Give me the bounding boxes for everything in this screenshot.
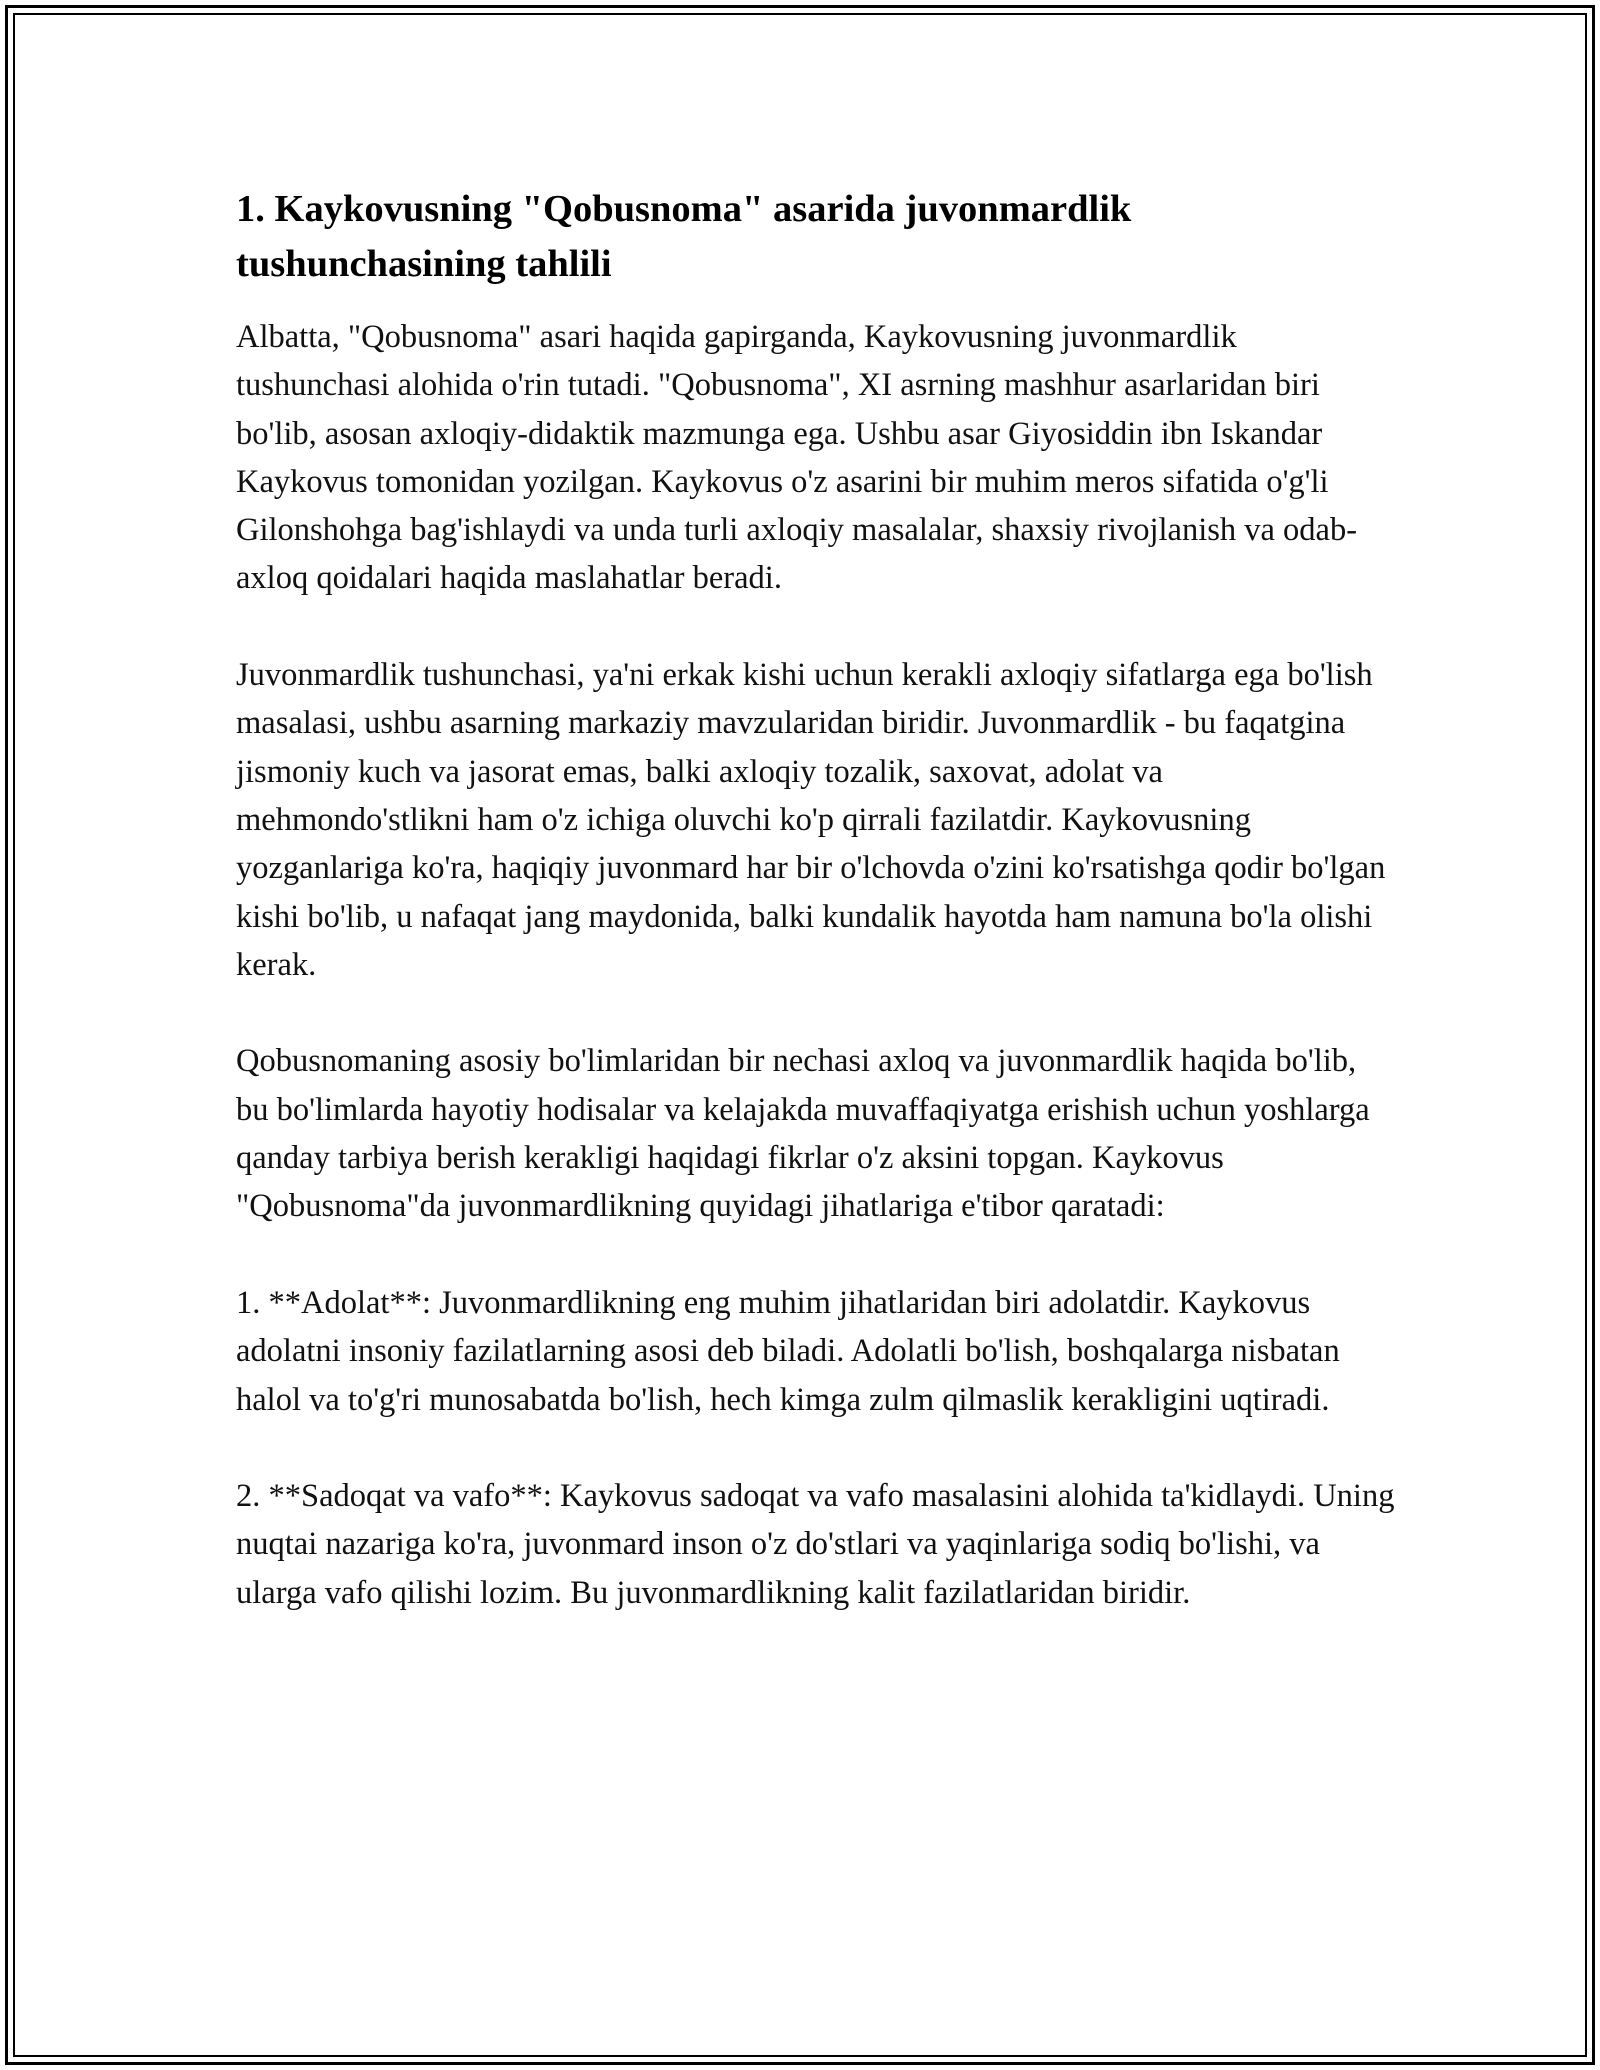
- paragraph-intro: Albatta, "Qobusnoma" asari haqida gapirganda, Kaykovusning juvonmardlik tushunchasi alohida o'rin tutadi. "Qobusnoma", XI asrning mashhur asarlaridan biri bo'lib, asosan axloqiy-didaktik mazmunga ega. Ushbu asar Giyosiddin ibn Iskandar Kaykovus tomonidan yozilgan. Kaykovus o'z asarini bir muhim meros sifatida o'g'li Gilonshohga bag'ishlaydi va unda turli axloqiy masalalar, shaxsiy rivojlanish va odab-axloq qoidalari haqida maslahatlar beradi.: [236, 319, 1358, 597]
- document-body: [236, 182, 1396, 1665]
- paragraph-juvonmardlik-concept: Juvonmardlik tushunchasi, ya'ni erkak kishi uchun kerakli axloqiy sifatlarga ega bo'lish masalasi, ushbu asarning markaziy mavzularidan biridir. Juvonmardlik - bu faqatgina jismoniy kuch va jasorat emas, balki axloqiy tozalik, saxovat, adolat va mehmondo'stlikni ham o'z ichiga oluvchi ko'p qirrali fazilatdir. Kaykovusning yozganlariga ko'ra, haqiqiy juvonmard har bir o'lchovda o'zini ko'rsatishga qodir bo'lgan kishi bo'lib, u nafaqat jang maydonida, balki kundalik hayotda ham namuna bo'la olishi kerak.: [236, 657, 1386, 983]
- document-title: 1. Kaykovusning "Qobusnoma" asarida juvonmardlik tushunchasining tahlili: [236, 188, 1132, 285]
- list-item-sadoqat-va-vafo: 2. **Sadoqat va vafo**: Kaykovus sadoqat va vafo masalasini alohida ta'kidlaydi. Uning nuqtai nazariga ko'ra, juvonmard inson o'z do'stlari va yaqinlariga sodiq bo'lishi, va ularga vafo qilishi lozim. Bu juvonmardlikning kalit fazilatlaridan biridir.: [236, 1478, 1395, 1611]
- paragraph-qobusnoma-sections: Qobusnomaning asosiy bo'limlaridan bir nechasi axloq va juvonmardlik haqida bo'lib, bu bo'limlarda hayotiy hodisalar va kelajakda muvaffaqiyatga erishish uchun yoshlarga qanday tarbiya berish kerakligi haqidagi fikrlar o'z aksini topgan. Kaykovus "Qobusnoma"da juvonmardlikning quyidagi jihatlariga e'tibor qaratadi:: [236, 1043, 1370, 1225]
- list-item-adolat: 1. **Adolat**: Juvonmardlikning eng muhim jihatlaridan biri adolatdir. Kaykovus adolatni insoniy fazilatlarning asosi deb biladi. Adolatli bo'lish, boshqalarga nisbatan halol va to'g'ri munosabatda bo'lish, hech kimga zulm qilmaslik kerakligini uqtiradi.: [236, 1284, 1340, 1418]
